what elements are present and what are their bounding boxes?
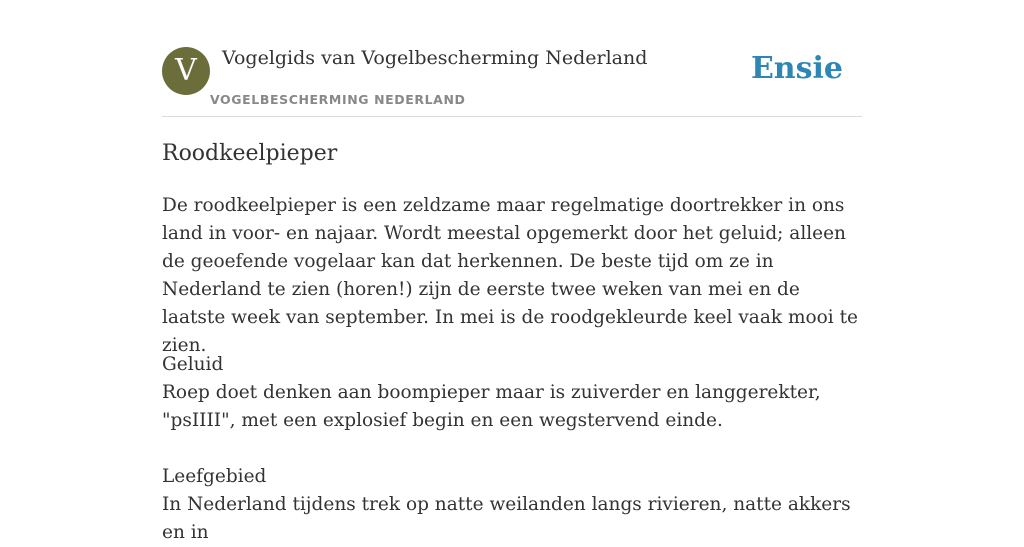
article-intro: De roodkeelpieper is een zeldzame maar regelmatige doortrekker in ons land in voor- en najaar. Wordt meestal opgemerkt door het geluid; alleen de geoefende vogelaar kan dat herkennen. De beste tijd om ze in Nederland te zien (horen!) zijn de eerste twee weken van mei en de laatste week van september. In mei is de roodgekleurde keel vaak mooi te zien.	[162, 195, 858, 356]
publisher-link[interactable]: VOGELBESCHERMING NEDERLAND	[210, 92, 466, 107]
section-heading: Leefgebied	[162, 466, 267, 487]
source-title-link[interactable]: Vogelgids van Vogelbescherming Nederland	[222, 47, 648, 69]
page-container	[162, 0, 862, 543]
section-text: In Nederland tijdens trek op natte weilanden langs rivieren, natte akkers en in	[162, 494, 851, 543]
section-text: Roep doet denken aan boompieper maar is zuiverder en langgerekter, "psIIII", met een explosief begin en een wegstervend einde.	[162, 382, 821, 431]
ensie-logo[interactable]: Ensie	[750, 51, 843, 86]
source-avatar[interactable]: V	[162, 47, 210, 95]
article-title: Roodkeelpieper	[162, 141, 338, 166]
section-geluid	[162, 351, 862, 435]
section-heading: Geluid	[162, 354, 224, 375]
section-leefgebied	[162, 463, 862, 547]
source-header	[162, 0, 862, 117]
